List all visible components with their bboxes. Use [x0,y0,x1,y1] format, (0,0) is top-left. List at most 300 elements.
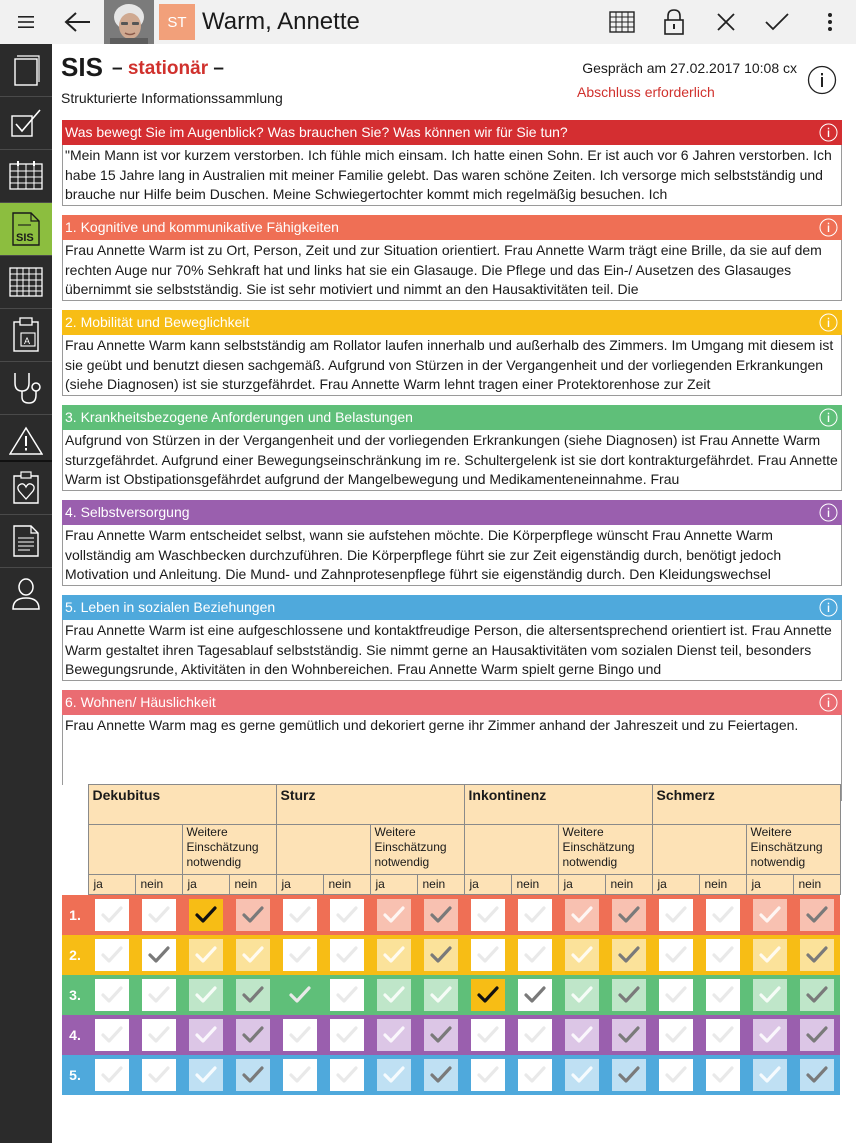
yes-checkbox[interactable] [471,899,505,931]
checkmark-icon [477,986,499,1004]
info-icon [819,598,838,617]
no-checkbox[interactable] [706,899,740,931]
checkmark-icon [336,986,358,1004]
checkmark-icon [195,1026,217,1044]
sis-section [62,500,842,586]
yes-checkbox[interactable] [659,1019,693,1051]
sidebar-item-reports[interactable] [0,515,52,567]
section-header [62,120,842,145]
no-checkbox[interactable] [330,979,364,1011]
checkmark-icon [195,1066,217,1084]
section-header [62,595,842,620]
yes-checkbox[interactable] [283,1019,317,1051]
checkmark-icon [148,1026,170,1044]
checkmark-icon [430,986,452,1004]
yes-checkbox[interactable] [753,1019,787,1051]
checkmark-icon [618,1066,640,1084]
checkmark-icon [618,946,640,964]
sidebar-item-sis[interactable] [0,203,52,255]
matrix-row-label: 4. [62,1015,88,1055]
checkmark-icon [477,1026,499,1044]
matrix-cell [417,935,464,975]
checkmark-icon [571,1066,593,1084]
checkmark-icon [618,1026,640,1044]
section-header [62,215,842,240]
checkmark-icon [289,906,311,924]
section-text-field[interactable]: Frau Annette Warm ist eine aufgeschlossene und kontaktfreudige Person, die altersentsprechend orientiert ist. Frau Annette Warm gestaltet ihren Tagesablauf selbstständig. Sie nimmt gerne an Hausaktivitäten vom sozialen Dienst teil, besonders Bewegungsrunde, Aktivitäten in den Wohnbereichen. Frau Annette Warm spielt gerne Bingo und [62,620,842,681]
yes-checkbox[interactable] [471,939,505,971]
section-info-button[interactable] [819,313,838,332]
checkmark-icon [148,1066,170,1084]
no-checkbox[interactable] [424,1059,458,1091]
yes-checkbox[interactable] [283,1059,317,1091]
back-button[interactable] [58,0,98,44]
matrix-cell [605,1055,652,1095]
checkmark-icon [712,946,734,964]
no-checkbox[interactable] [800,1059,834,1091]
checkmark-icon [430,946,452,964]
yes-checkbox[interactable] [471,979,505,1011]
yes-checkbox[interactable] [565,899,599,931]
checkmark-icon [712,1026,734,1044]
more-vertical-icon [827,12,833,32]
no-checkbox[interactable] [612,979,646,1011]
yes-checkbox[interactable] [95,1059,129,1091]
no-column-header: nein [417,875,464,895]
sis-section [62,120,842,206]
page-mode [112,58,224,80]
checkmark-icon [477,1066,499,1084]
no-checkbox[interactable] [236,939,270,971]
checkmark-icon [242,1066,264,1084]
matrix-cell [417,975,464,1015]
status-label: Abschluss erforderlich [577,84,715,100]
checkmark-icon [806,1026,828,1044]
checkmark-icon [242,1026,264,1044]
hamburger-menu-button[interactable] [6,0,46,44]
checkmark-icon [148,986,170,1004]
risk-matrix [62,784,841,1095]
checkmark-icon [806,1066,828,1084]
matrix-corner [62,825,88,875]
checkmark-icon [712,1066,734,1084]
no-checkbox[interactable] [800,939,834,971]
matrix-cell [135,895,182,935]
no-checkbox[interactable] [518,979,552,1011]
matrix-cell [370,975,417,1015]
matrix-cell [699,895,746,935]
section-info-button[interactable] [819,693,838,712]
no-checkbox[interactable] [330,1019,364,1051]
yes-checkbox[interactable] [189,979,223,1011]
checkmark-icon [571,986,593,1004]
matrix-cell [276,935,323,975]
no-checkbox[interactable] [142,1019,176,1051]
grid-calendar-icon [609,11,635,33]
matrix-cell [699,1015,746,1055]
info-icon [819,123,838,142]
matrix-cell [88,975,135,1015]
matrix-cell [558,935,605,975]
checkmark-icon [618,986,640,1004]
no-checkbox[interactable] [518,899,552,931]
mode-label: stationär [127,58,209,79]
section-title: 6. Wohnen/ Häuslichkeit [65,694,216,710]
sidebar-item-documents[interactable] [0,44,52,96]
calendar-button[interactable] [601,0,643,44]
matrix-cell [182,895,229,935]
no-column-header: nein [793,875,840,895]
no-column-header: nein [323,875,370,895]
no-checkbox[interactable] [330,899,364,931]
yes-checkbox[interactable] [565,1019,599,1051]
yes-checkbox[interactable] [283,939,317,971]
further-assessment-header: Weitere Einschätzung notwendig [746,825,840,875]
mode-separator-left: – [112,58,123,79]
matrix-cell [88,1055,135,1095]
no-column-header: nein [699,875,746,895]
matrix-cell [276,1055,323,1095]
matrix-cell [699,975,746,1015]
matrix-cell [558,895,605,935]
matrix-row-label: 5. [62,1055,88,1095]
no-checkbox[interactable] [142,1059,176,1091]
risk-category-header: Sturz [276,785,464,825]
sidebar-item-vitals[interactable] [0,462,52,514]
no-checkbox[interactable] [706,979,740,1011]
section-text-field[interactable]: Frau Annette Warm ist zu Ort, Person, Zeit und zur Situation orientiert. Frau Annette Warm trägt eine Brille, da sie auf dem rechten Auge nur 70% Sehkraft hat und links hat sie ein Glasauge. Die Pflege und das Ein-/ Ausetzen des Glasauges übernimmt sie selbstständig. Sie ist sehr motiviert und nimmt an den Hausaktivitäten teil. Die [62,240,842,301]
confirm-button[interactable] [756,0,798,44]
close-icon [716,12,736,32]
checkmark-icon [383,906,405,924]
checkmark-icon [101,986,123,1004]
matrix-cell [276,975,323,1015]
page-subtitle: Strukturierte Informationssammlung [61,90,283,106]
checkmark-icon [712,906,734,924]
checkmark-icon [148,906,170,924]
warning-icon [9,426,43,456]
no-checkbox[interactable] [330,939,364,971]
yes-checkbox[interactable] [189,899,223,931]
close-button[interactable] [705,0,747,44]
no-checkbox[interactable] [236,979,270,1011]
matrix-cell [652,935,699,975]
no-checkbox[interactable] [800,899,834,931]
no-checkbox[interactable] [612,899,646,931]
matrix-cell [511,1015,558,1055]
yes-checkbox[interactable] [659,979,693,1011]
yes-checkbox[interactable] [753,1059,787,1091]
yes-checkbox[interactable] [471,1019,505,1051]
no-column-header: nein [229,875,276,895]
checkmark-icon [524,1066,546,1084]
no-checkbox[interactable] [142,939,176,971]
station-badge: ST [159,4,195,40]
section-title: 3. Krankheitsbezogene Anforderungen und Belastungen [65,409,413,425]
further-assessment-header: Weitere Einschätzung notwendig [558,825,652,875]
risk-matrix-table [62,784,841,1095]
checkmark-icon [101,946,123,964]
matrix-cell [605,975,652,1015]
main-content [52,44,856,1143]
no-column-header: nein [605,875,652,895]
sidebar-item-profile[interactable] [0,568,52,620]
matrix-row-label: 2. [62,935,88,975]
lock-button[interactable] [653,0,695,44]
checkmark-icon [665,946,687,964]
yes-checkbox[interactable] [95,979,129,1011]
checkmark-icon [759,1026,781,1044]
mode-separator-right: – [213,58,224,79]
risk-base-header [276,825,370,875]
matrix-cell [605,895,652,935]
document-stack-icon [12,53,40,87]
matrix-cell [793,1055,840,1095]
matrix-cell [746,895,793,935]
no-checkbox[interactable] [612,939,646,971]
grid-table-icon [9,267,43,297]
yes-checkbox[interactable] [95,1019,129,1051]
yes-checkbox[interactable] [377,1059,411,1091]
no-checkbox[interactable] [612,1059,646,1091]
matrix-cell [229,895,276,935]
checkmark-icon [806,986,828,1004]
checkmark-icon [665,906,687,924]
lock-icon [664,9,684,35]
sis-section [62,595,842,681]
sidebar-item-assessment[interactable] [0,309,52,361]
calendar-plan-icon [9,161,43,191]
yes-column-header: ja [746,875,793,895]
checkmark-icon [524,986,546,1004]
checkmark-icon [336,1066,358,1084]
matrix-cell [323,975,370,1015]
matrix-cell [652,895,699,935]
sis-sections [62,120,842,810]
no-checkbox[interactable] [706,1019,740,1051]
matrix-cell [370,1055,417,1095]
section-info-button[interactable] [819,408,838,427]
checkmark-icon [759,986,781,1004]
section-title: 4. Selbstversorgung [65,504,190,520]
no-checkbox[interactable] [518,1019,552,1051]
no-column-header: nein [511,875,558,895]
matrix-cell [746,1055,793,1095]
checkmark-icon [289,1066,311,1084]
matrix-corner [62,875,88,895]
yes-column-header: ja [88,875,135,895]
checkmark-icon [383,1066,405,1084]
checkmark-icon [759,946,781,964]
matrix-cell [699,935,746,975]
matrix-cell [464,1015,511,1055]
checkmark-icon [759,1066,781,1084]
yes-checkbox[interactable] [189,939,223,971]
info-button[interactable] [807,65,837,95]
checklist-icon [10,108,42,138]
no-checkbox[interactable] [706,1059,740,1091]
yes-checkbox[interactable] [753,939,787,971]
yes-checkbox[interactable] [377,899,411,931]
no-checkbox[interactable] [236,899,270,931]
matrix-cell [699,1055,746,1095]
checkmark-icon [383,1026,405,1044]
yes-checkbox[interactable] [189,1059,223,1091]
no-checkbox[interactable] [800,979,834,1011]
checkmark-icon [571,1026,593,1044]
matrix-cell [511,895,558,935]
checkmark-icon [336,906,358,924]
checkmark-icon [665,1066,687,1084]
heart-document-icon [12,471,40,505]
matrix-cell [746,975,793,1015]
checkmark-icon [665,1026,687,1044]
info-icon [819,693,838,712]
matrix-cell [793,975,840,1015]
checkmark-icon [430,906,452,924]
yes-checkbox[interactable] [95,899,129,931]
checkmark-icon [665,986,687,1004]
further-assessment-header: Weitere Einschätzung notwendig [182,825,276,875]
matrix-cell [135,975,182,1015]
no-checkbox[interactable] [424,899,458,931]
section-text-field[interactable]: Frau Annette Warm entscheidet selbst, wann sie aufstehen möchte. Die Körperpflege wünscht Frau Annette Warm vollständig am Waschbecken durchzuführen. Die Körperpflege führt sie zur Zeit eigenständig durch, benötigt jedoch Motivation und Anleitung. Die Mund- und Zahnprotesenpflege führt sie eigenständig durch. Den Kleidungswechsel [62,525,842,586]
matrix-cell [370,895,417,935]
yes-checkbox[interactable] [377,939,411,971]
section-info-button[interactable] [819,218,838,237]
matrix-cell [182,1055,229,1095]
matrix-corner [62,785,88,825]
yes-column-header: ja [276,875,323,895]
no-checkbox[interactable] [518,939,552,971]
matrix-cell [793,935,840,975]
matrix-cell [323,1015,370,1055]
checkmark-icon [242,986,264,1004]
no-checkbox[interactable] [424,1019,458,1051]
yes-checkbox[interactable] [471,1059,505,1091]
section-text-field[interactable]: Aufgrund von Stürzen in der Vergangenheit und der vorliegenden Erkrankungen (siehe Diagnosen) ist Frau Annette Warm sturzgefährdet. Aufgrund einer Bewegungseinschränkung im re. Schultergelenk ist sie dort kontrakturgefährdet. Frau Annette Warm ist Obstipationsgefährdet aufgrund der Mangelbewegung und Medikamenteneinnahme. Frau [62,430,842,491]
no-checkbox[interactable] [800,1019,834,1051]
checkmark-icon [383,946,405,964]
matrix-cell [511,975,558,1015]
yes-checkbox[interactable] [565,1059,599,1091]
matrix-cell [323,1055,370,1095]
matrix-cell [229,975,276,1015]
matrix-cell [88,1015,135,1055]
section-info-button[interactable] [819,503,838,522]
matrix-cell [88,895,135,935]
checkmark-icon [336,1026,358,1044]
checkmark-icon [759,906,781,924]
section-title: 2. Mobilität und Beweglichkeit [65,314,250,330]
yes-checkbox[interactable] [753,979,787,1011]
checkmark-icon [712,986,734,1004]
sidebar-item-tasks[interactable] [0,97,52,149]
no-checkbox[interactable] [142,899,176,931]
svg-text:SIS: SIS [16,232,34,244]
matrix-cell [605,1015,652,1055]
checkmark-icon [101,906,123,924]
yes-checkbox[interactable] [283,899,317,931]
yes-checkbox[interactable] [95,939,129,971]
section-info-button[interactable] [819,123,838,142]
matrix-cell [88,935,135,975]
matrix-cell [793,1015,840,1055]
info-icon [819,408,838,427]
yes-checkbox[interactable] [753,899,787,931]
sidebar-item-overview-grid[interactable] [0,256,52,308]
risk-base-header [464,825,558,875]
matrix-cell [182,975,229,1015]
patient-name: Warm, Annette [202,8,360,35]
section-info-button[interactable] [819,598,838,617]
checkmark-icon [618,906,640,924]
clipboard-icon [12,317,40,353]
yes-checkbox[interactable] [659,899,693,931]
matrix-cell [229,935,276,975]
no-checkbox[interactable] [706,939,740,971]
matrix-cell [746,935,793,975]
yes-checkbox[interactable] [189,1019,223,1051]
checkmark-icon [242,906,264,924]
info-icon [807,65,837,95]
more-options-button[interactable] [812,0,848,44]
yes-checkbox[interactable] [377,1019,411,1051]
section-title: Was bewegt Sie im Augenblick? Was brauchen Sie? Was können wir für Sie tun? [65,124,568,140]
matrix-cell [652,975,699,1015]
yes-checkbox[interactable] [659,939,693,971]
matrix-cell [323,935,370,975]
no-checkbox[interactable] [424,939,458,971]
yes-checkbox[interactable] [659,1059,693,1091]
risk-base-header [652,825,746,875]
checkmark-icon [289,986,311,1004]
section-text-field[interactable]: Frau Annette Warm mag es gerne gemütlich und dekoriert gerne ihr Zimmer anhand der Jahreszeit und zu Feiertagen. [62,715,842,801]
matrix-cell [417,1055,464,1095]
risk-category-header: Schmerz [652,785,840,825]
section-text-field[interactable]: "Mein Mann ist vor kurzem verstorben. Ich fühle mich einsam. Ich hatte einen Sohn. Er ist auch vor 6 Jahren verstorben. Ich habe 15 Jahre lang in Australien mit meiner Familie gelebt. Das waren schöne Zeiten. Ich versorge mich selbstständig und brauche nur Hilfe beim Duschen. Meine Schwiegertochter kommt mich regelmäßig besuchen. Ich [62,145,842,206]
matrix-cell [276,895,323,935]
info-icon [819,313,838,332]
yes-checkbox[interactable] [377,979,411,1011]
no-checkbox[interactable] [236,1059,270,1091]
no-checkbox[interactable] [330,1059,364,1091]
patient-photo-icon [104,0,154,44]
no-checkbox[interactable] [518,1059,552,1091]
checkmark-icon [524,946,546,964]
hamburger-icon [16,15,36,29]
no-checkbox[interactable] [424,979,458,1011]
checkmark-icon [289,1026,311,1044]
checkmark-icon [571,906,593,924]
no-checkbox[interactable] [236,1019,270,1051]
yes-checkbox[interactable] [565,939,599,971]
checkmark-icon [806,906,828,924]
sidebar-item-medical[interactable] [0,362,52,414]
section-header [62,310,842,335]
matrix-cell [229,1055,276,1095]
yes-checkbox[interactable] [283,979,317,1011]
section-text-field[interactable]: Frau Annette Warm kann selbstständig am Rollator laufen innerhalb und außerhalb des Zimmers. Im Umgang mit diesem ist sie geübt und benutzt diesen sachgemäß. Aufgrund von Stürzen in der Vergangenheit und der vorliegenden Erkrankungen (siehe Diagnosen) ist sie sturzgefährdet. Frau Annette Warm lehnt tragen einer Protektorenhose zur Zeit [62,335,842,396]
yes-column-header: ja [464,875,511,895]
matrix-row-label: 1. [62,895,88,935]
yes-checkbox[interactable] [565,979,599,1011]
matrix-row-label: 3. [62,975,88,1015]
matrix-cell [793,895,840,935]
sidebar-item-planning[interactable] [0,150,52,202]
no-checkbox[interactable] [612,1019,646,1051]
no-checkbox[interactable] [142,979,176,1011]
